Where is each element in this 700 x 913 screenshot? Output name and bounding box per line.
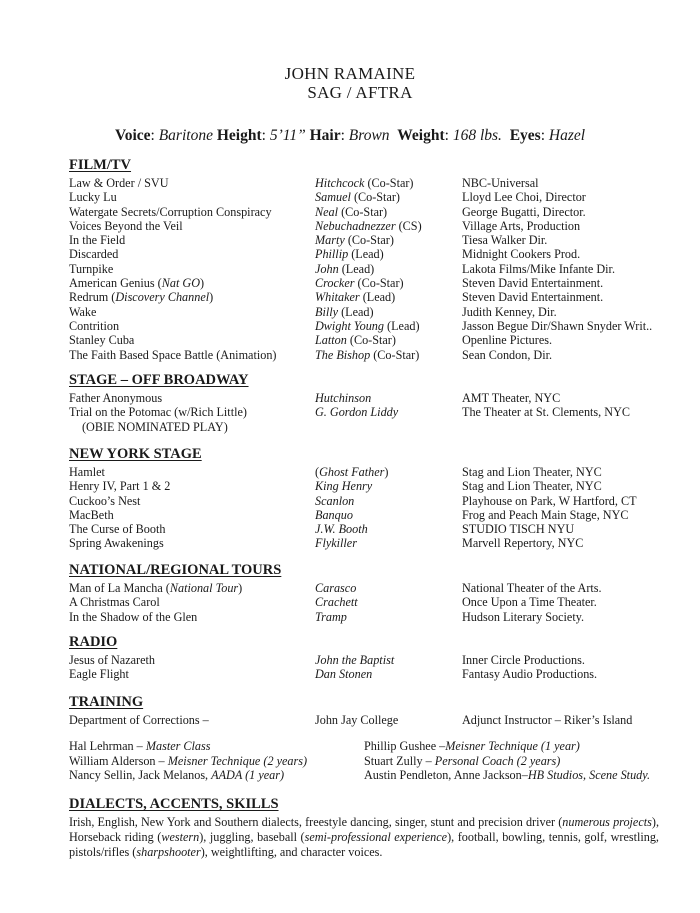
training-school: John Jay College [315, 713, 399, 727]
resume-header [0, 64, 700, 102]
credit-title: Trial on the Potomac (w/Rich Little) [69, 405, 247, 420]
stage-off-broadway-section [69, 372, 669, 434]
credit-title: Father Anonymous [69, 391, 163, 405]
height-label: Height [216, 127, 262, 144]
credit-title: Discarded [69, 247, 119, 262]
credit-role: (Ghost Father) [315, 465, 389, 479]
voice-value: Baritone [158, 127, 213, 144]
teacher-right: Stuart Zully – Personal Coach (2 years) [364, 753, 561, 768]
credit-title: Redrum (Discovery Channel) [69, 290, 214, 305]
credit-title: Hamlet [69, 465, 105, 479]
credit-company: STUDIO TISCH NYU [462, 522, 575, 537]
credit-company: Steven David Entertainment. [462, 290, 604, 305]
credit-title: The Curse of Booth [69, 522, 166, 537]
credit-company: Fantasy Audio Productions. [462, 667, 598, 682]
credit-role: G. Gordon Liddy [315, 405, 399, 420]
credit-title: MacBeth [69, 507, 114, 522]
credit-company: The Theater at St. Clements, NYC [462, 405, 630, 420]
training-heading: TRAINING [69, 694, 144, 710]
teacher-row [69, 768, 669, 782]
credit-company: Judith Kenney, Dir. [462, 304, 557, 319]
teacher-row [69, 739, 669, 753]
credit-role: J.W. Booth [315, 522, 368, 537]
credit-row [69, 348, 669, 362]
credit-title: Man of La Mancha (National Tour) [69, 581, 243, 595]
tours-heading: NATIONAL/REGIONAL TOURS [69, 562, 282, 578]
credit-title: Watergate Secrets/Corruption Conspiracy [69, 204, 272, 219]
credit-role: Neal (Co-Star) [315, 204, 388, 219]
teacher-left: Nancy Sellin, Jack Melanos, AADA (1 year) [69, 767, 285, 782]
height-value: 5’11” [269, 127, 306, 144]
credit-company: Midnight Cookers Prod. [462, 247, 581, 262]
credit-title: In the Shadow of the Glen [69, 609, 198, 624]
credit-row [69, 405, 669, 419]
credit-company: NBC-Universal [462, 176, 539, 190]
credit-title: Contrition [69, 318, 120, 333]
credit-title: Henry IV, Part 1 & 2 [69, 479, 171, 494]
credit-role: Dan Stonen [315, 667, 373, 682]
credit-row [69, 667, 669, 681]
new-york-stage-section [69, 446, 669, 551]
credit-company: National Theater of the Arts. [462, 581, 602, 595]
credit-company: Frog and Peach Main Stage, NYC [462, 507, 629, 522]
credit-company: Openline Pictures. [462, 333, 553, 348]
credit-role: Dwight Young (Lead) [315, 318, 420, 333]
credit-role: Flykiller [315, 536, 357, 551]
credit-title: A Christmas Carol [69, 595, 160, 610]
credit-row [69, 653, 669, 667]
credit-row [69, 247, 669, 261]
credit-role: Hitchcock (Co-Star) [315, 176, 414, 190]
skills-heading: DIALECTS, ACCENTS, SKILLS [69, 796, 279, 812]
credit-row [69, 305, 669, 319]
credit-role: Hutchinson [315, 391, 372, 405]
teacher-left: Hal Lehrman – Master Class [69, 739, 211, 754]
weight-label: Weight [397, 127, 445, 144]
credit-title: Jesus of Nazareth [69, 653, 155, 667]
credit-title: Turnpike [69, 261, 114, 276]
credit-role: Latton (Co-Star) [315, 333, 396, 348]
credit-row [69, 290, 669, 304]
credit-company: Sean Condon, Dir. [462, 347, 553, 362]
credit-company: Village Arts, Production [462, 218, 581, 233]
credit-row [69, 522, 669, 536]
new-york-stage-heading: NEW YORK STAGE [69, 446, 202, 462]
credit-row [69, 508, 669, 522]
credit-title: Spring Awakenings [69, 536, 164, 551]
credit-title: Stanley Cuba [69, 333, 135, 348]
credit-row [69, 581, 669, 595]
credit-title: Cuckoo’s Nest [69, 493, 141, 508]
training-row [69, 713, 669, 727]
physical-stats: Voice: Baritone Height: 5’11” Hair: Brown Weight: 168 lbs. Eyes: Hazel [114, 127, 586, 144]
credit-company: Once Upon a Time Theater. [462, 595, 597, 610]
radio-heading: RADIO [69, 634, 118, 650]
credit-role: Billy (Lead) [315, 304, 374, 319]
credit-row [69, 205, 669, 219]
credit-title: In the Field [69, 233, 126, 248]
credit-row [69, 465, 669, 479]
credit-row [69, 536, 669, 550]
credit-row [69, 262, 669, 276]
training-position: Adjunct Instructor – Riker’s Island [462, 713, 633, 727]
credit-row [69, 391, 669, 405]
credit-role: John the Baptist [315, 653, 395, 667]
credit-role: Phillip (Lead) [315, 247, 384, 262]
credit-role: Crachett [315, 595, 358, 610]
credit-role: Carasco [315, 581, 357, 595]
obie-note: (OBIE NOMINATED PLAY) [82, 419, 228, 434]
eyes-value: Hazel [548, 127, 586, 144]
credit-title: Voices Beyond the Veil [69, 218, 183, 233]
credit-company: Lloyd Lee Choi, Director [462, 190, 586, 205]
credit-role: Crocker (Co-Star) [315, 276, 404, 291]
credit-title: American Genius (Nat GO) [69, 276, 205, 291]
credit-title: Eagle Flight [69, 667, 129, 682]
credit-company: Jasson Begue Dir/Shawn Snyder Writ.. [462, 318, 653, 333]
teacher-row [69, 754, 669, 768]
credit-role: Samuel (Co-Star) [315, 190, 400, 205]
hair-label: Hair [309, 127, 341, 144]
credit-title: Law & Order / SVU [69, 176, 169, 190]
credit-role: Nebuchadnezzer (CS) [315, 218, 422, 233]
credit-role: The Bishop (Co-Star) [315, 347, 420, 362]
credit-row [69, 190, 669, 204]
credit-title: The Faith Based Space Battle (Animation) [69, 347, 277, 362]
credit-company: Stag and Lion Theater, NYC [462, 479, 602, 494]
stage-off-broadway-heading: STAGE – OFF BROADWAY [69, 372, 249, 388]
credit-role: John (Lead) [315, 261, 375, 276]
credit-company: Tiesa Walker Dir. [462, 233, 548, 248]
film-tv-heading: FILM/TV [69, 157, 132, 173]
credit-title: Lucky Lu [69, 190, 117, 205]
tours-section [69, 562, 669, 624]
credit-company: AMT Theater, NYC [462, 391, 561, 405]
training-program: Department of Corrections – [69, 713, 209, 727]
credit-row [69, 610, 669, 624]
voice-label: Voice [114, 127, 151, 144]
credit-role: Tramp [315, 609, 347, 624]
teacher-right: Phillip Gushee –Meisner Technique (1 year) [364, 739, 580, 754]
credit-company: Lakota Films/Mike Infante Dir. [462, 261, 615, 276]
credit-company: Inner Circle Productions. [462, 653, 585, 667]
skills-section [69, 796, 669, 860]
weight-value: 168 lbs. [452, 127, 502, 144]
eyes-label: Eyes [509, 127, 541, 144]
credit-role: Banquo [315, 507, 353, 522]
teacher-right: Austin Pendleton, Anne Jackson–HB Studios, Scene Study. [364, 767, 651, 782]
credit-company: Hudson Literary Society. [462, 609, 585, 624]
credit-company: Stag and Lion Theater, NYC [462, 465, 602, 479]
radio-section [69, 634, 669, 682]
film-tv-section [69, 157, 669, 362]
credit-row [69, 233, 669, 247]
credit-row [69, 319, 669, 333]
credit-title: Wake [69, 304, 97, 319]
hair-value: Brown [348, 127, 390, 144]
skills-paragraph: Irish, English, New York and Southern dialects, freestyle dancing, singer, stunt and precision driver (numerous projects), Horseback riding (western), juggling, baseball (semi-professional experience), football, bowling, tennis, golf, wrestling, pistols/rifles (sharpshooter), weightlifting, and character voices. [69, 815, 659, 859]
credit-row [69, 276, 669, 290]
credit-role: Scanlon [315, 493, 355, 508]
actor-name: JOHN RAMAINE [284, 64, 416, 83]
credit-company: George Bugatti, Director. [462, 204, 586, 219]
teacher-left: William Alderson – Meisner Technique (2 years) [69, 753, 308, 768]
training-section [69, 694, 669, 782]
credit-role: Marty (Co-Star) [315, 233, 394, 248]
credit-company: Steven David Entertainment. [462, 276, 604, 291]
credit-row [69, 479, 669, 493]
credit-row [69, 494, 669, 508]
union-affiliation: SAG / AFTRA [307, 83, 413, 102]
credit-row [69, 219, 669, 233]
credit-row [69, 333, 669, 347]
credit-role: King Henry [315, 479, 373, 494]
credit-row [69, 595, 669, 609]
credit-role: Whitaker (Lead) [315, 290, 396, 305]
credit-row [69, 176, 669, 190]
credit-company: Playhouse on Park, W Hartford, CT [462, 493, 637, 508]
credit-company: Marvell Repertory, NYC [462, 536, 584, 551]
